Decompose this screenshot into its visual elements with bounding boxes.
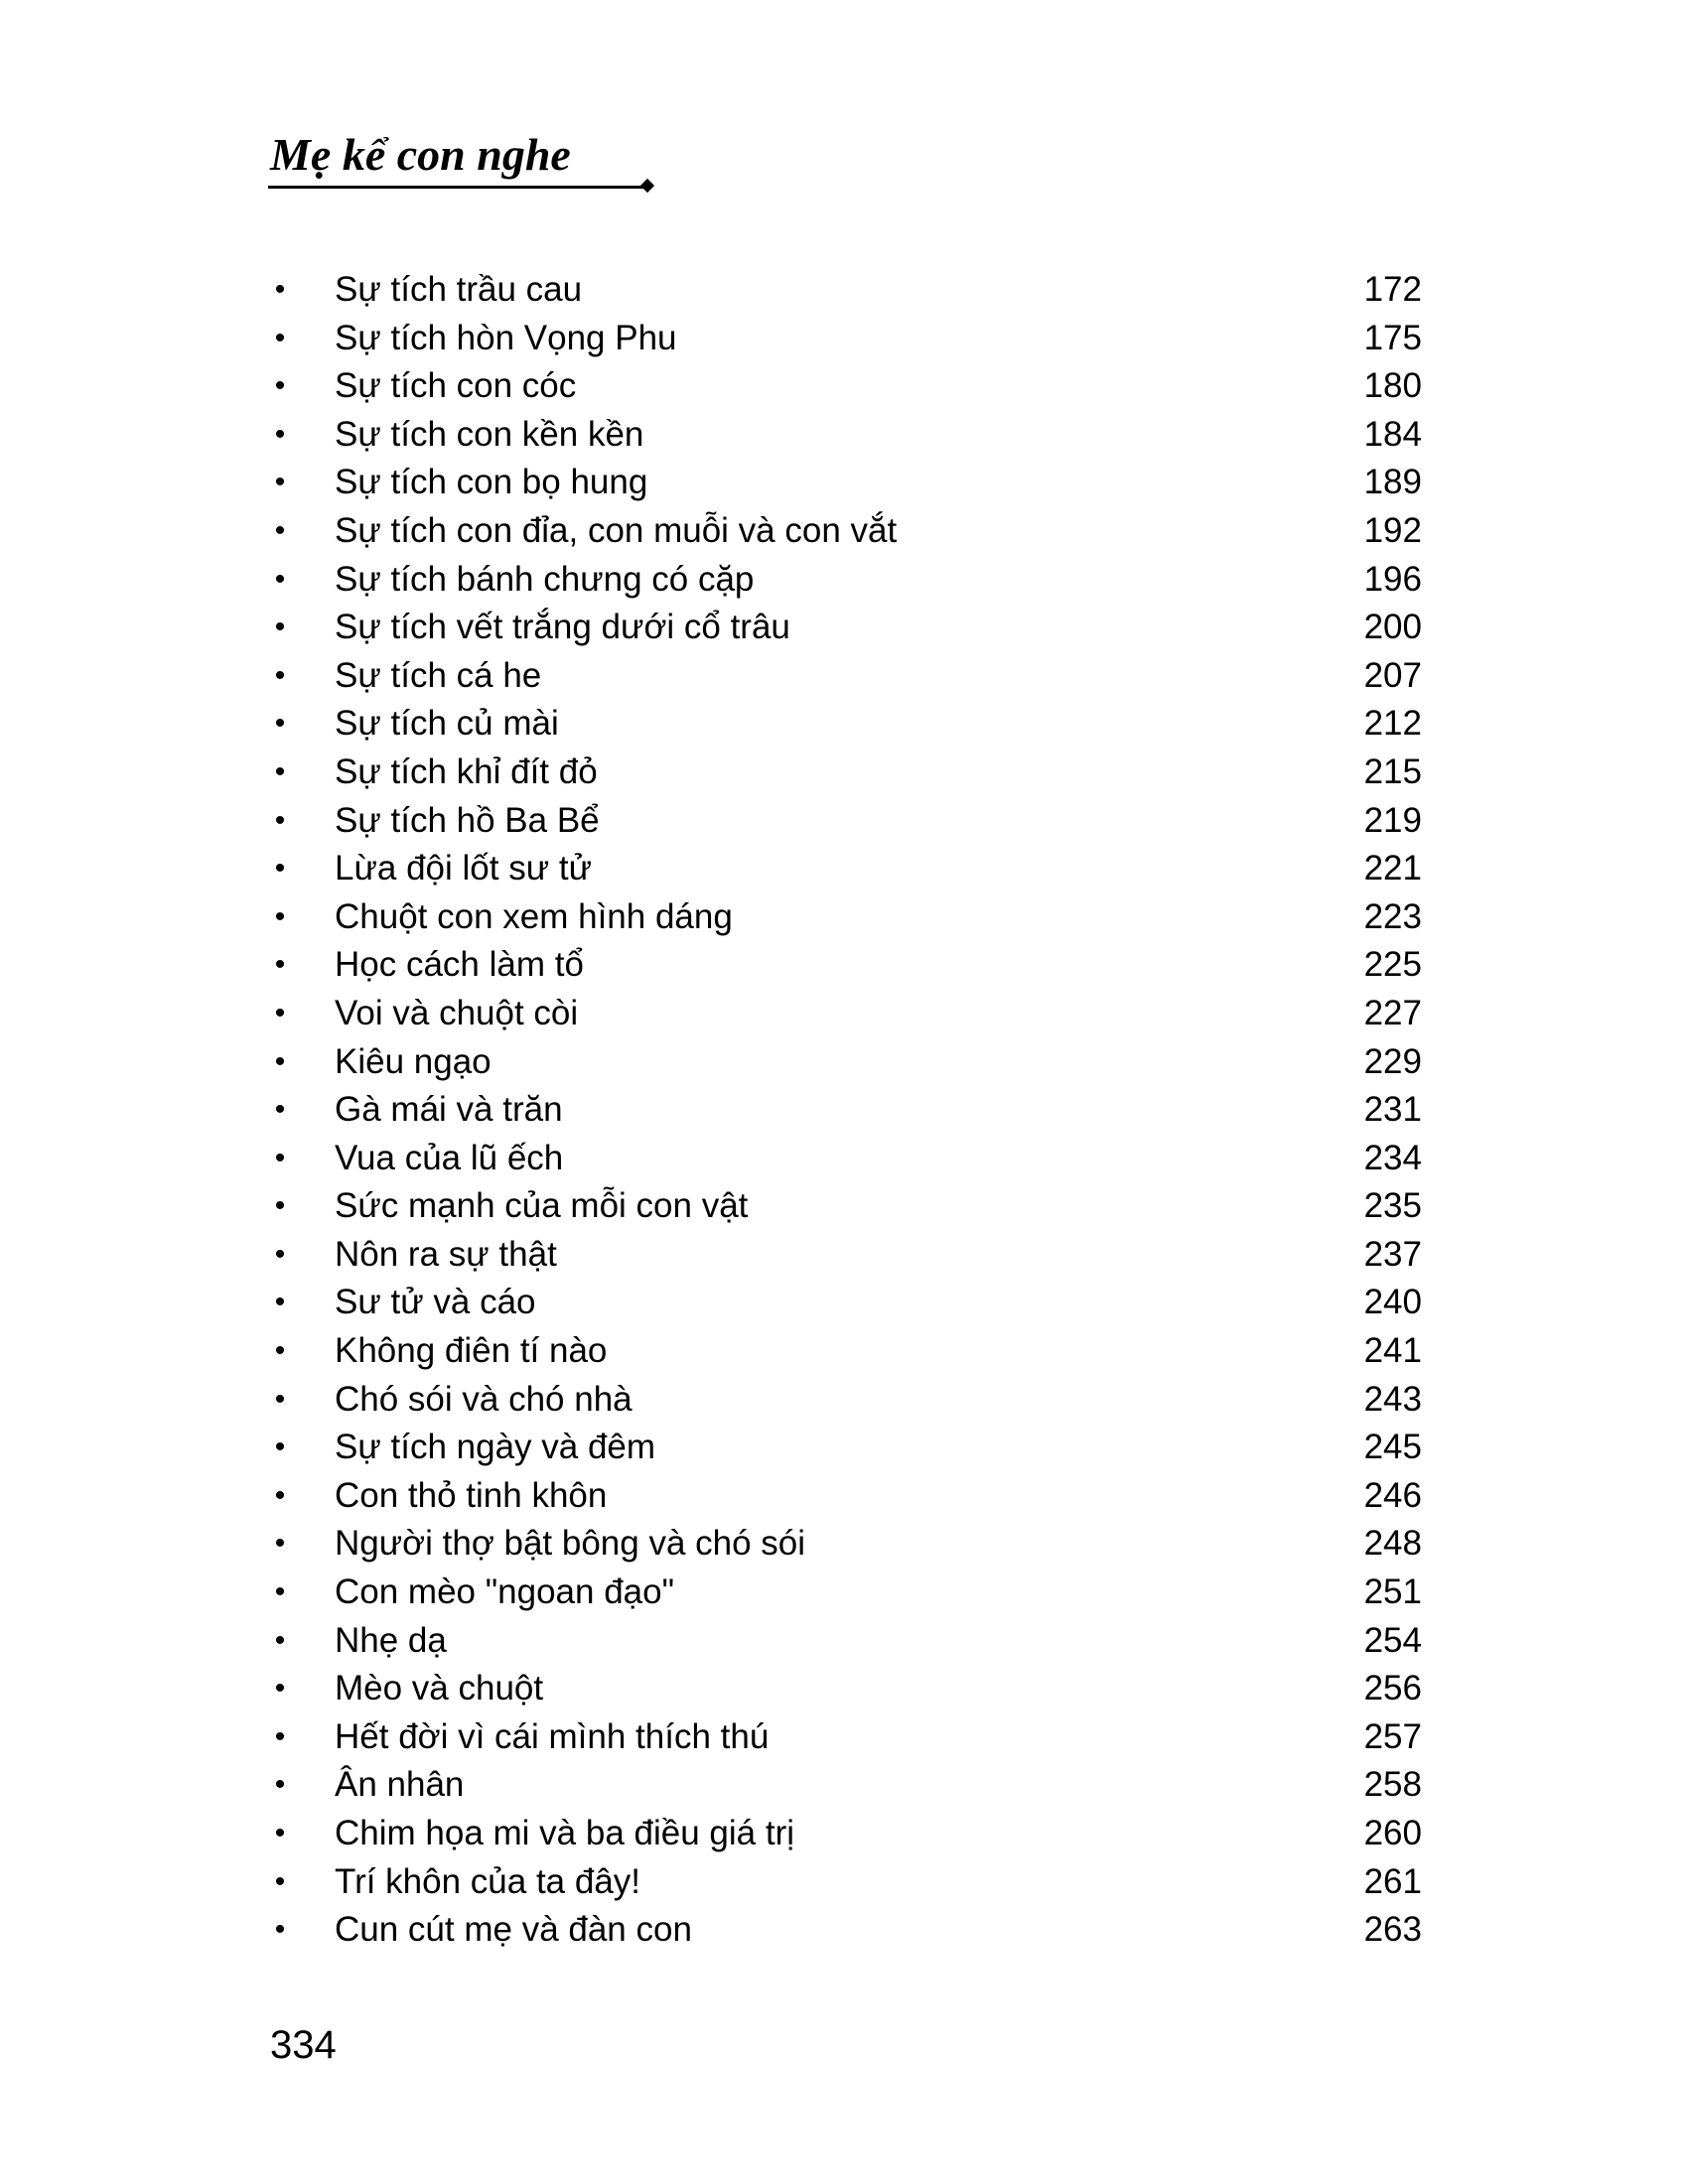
bullet-icon: • <box>274 852 286 886</box>
toc-entry-title: Con thỏ tinh khôn <box>335 1475 608 1515</box>
header-rule <box>268 186 647 189</box>
toc-entry <box>270 1761 1422 1810</box>
toc-entry-title: Hết đời vì cái mình thích thú <box>335 1716 770 1756</box>
toc-entry <box>270 1424 1422 1472</box>
toc-entry-page: 245 <box>1363 1428 1422 1467</box>
toc-entry-page: 215 <box>1363 751 1422 791</box>
toc-entry <box>270 845 1422 893</box>
bullet-icon: • <box>274 1864 286 1898</box>
toc-entry-title: Sự tích ngày và đêm <box>335 1428 656 1467</box>
bullet-icon: • <box>274 1382 286 1416</box>
toc-entry <box>270 362 1422 411</box>
toc-entry-title: Sự tích củ mài <box>335 704 559 744</box>
toc-entry-title: Vua của lũ ếch <box>335 1138 564 1177</box>
toc-entry <box>270 1086 1422 1135</box>
toc-entry-title: Sự tích hòn Vọng Phu <box>335 318 677 357</box>
toc-entry <box>270 266 1422 315</box>
toc-entry <box>270 459 1422 507</box>
toc-entry-page: 251 <box>1363 1572 1422 1612</box>
toc-entry-page: 263 <box>1363 1910 1422 1950</box>
toc-entry <box>270 411 1422 460</box>
toc-entry <box>270 1472 1422 1521</box>
toc-entry-title: Sự tích con đỉa, con muỗi và con vắt <box>335 510 898 550</box>
toc-entry-title: Nhẹ dạ <box>335 1620 447 1660</box>
bullet-icon: • <box>274 1334 286 1368</box>
running-header <box>268 127 655 197</box>
toc-entry-title: Người thợ bật bông và chó sói <box>335 1524 806 1564</box>
toc-entry-title: Mèo và chuột <box>335 1669 544 1708</box>
toc-entry <box>270 1858 1422 1907</box>
toc-entry-page: 243 <box>1363 1379 1422 1419</box>
bullet-icon: • <box>274 1527 286 1561</box>
toc-entry-title: Nôn ra sự thật <box>335 1234 557 1274</box>
bullet-icon: • <box>274 1817 286 1849</box>
toc-entry-page: 189 <box>1363 463 1422 502</box>
bullet-icon: • <box>274 1478 286 1512</box>
toc-entry-page: 219 <box>1363 800 1422 840</box>
bullet-icon: • <box>274 1093 286 1127</box>
bullet-icon: • <box>274 1719 286 1753</box>
bullet-icon: • <box>274 513 286 547</box>
toc-entry <box>270 700 1422 749</box>
toc-entry-title: Sự tích vết trắng dưới cổ trâu <box>335 608 790 647</box>
toc-entry <box>270 1231 1422 1280</box>
bullet-icon: • <box>274 1189 286 1223</box>
bullet-icon: • <box>274 803 286 837</box>
toc-entry <box>270 941 1422 990</box>
bullet-icon: • <box>274 1913 286 1947</box>
bullet-icon: • <box>274 1141 286 1174</box>
bullet-icon: • <box>274 1044 286 1078</box>
toc-entry-page: 234 <box>1363 1138 1422 1177</box>
toc-entry-page: 223 <box>1363 896 1422 936</box>
toc-entry <box>270 749 1422 797</box>
diamond-ornament-icon <box>640 179 654 193</box>
toc-entry-page: 229 <box>1363 1041 1422 1081</box>
toc-entry <box>270 893 1422 942</box>
bullet-icon: • <box>274 611 286 644</box>
toc-entry-page: 260 <box>1363 1814 1422 1852</box>
bullet-icon: • <box>274 996 286 1029</box>
toc-entry-title: Sự tích cá he <box>335 655 542 695</box>
toc-entry-title: Sự tích khỉ đít đỏ <box>335 751 598 791</box>
toc-entry-title: Gà mái và trăn <box>335 1090 563 1130</box>
toc-entry-title: Trí khôn của ta đây! <box>335 1861 641 1901</box>
bullet-icon: • <box>274 754 286 788</box>
toc-entry <box>270 1569 1422 1617</box>
toc-entry-title: Kiêu ngạo <box>335 1041 492 1081</box>
toc-entry <box>270 1135 1422 1183</box>
toc-entry-page: 231 <box>1363 1090 1422 1130</box>
toc-entry-title: Sự tích trầu cau <box>335 270 583 309</box>
toc-entry <box>270 1906 1422 1955</box>
bullet-icon: • <box>274 1237 286 1271</box>
toc-entry-page: 258 <box>1363 1765 1422 1805</box>
toc-entry <box>270 556 1422 605</box>
toc-entry-title: Sự tích con cóc <box>335 366 577 406</box>
table-of-contents <box>270 266 1422 1955</box>
toc-entry-title: Ân nhân <box>335 1765 465 1805</box>
toc-entry-title: Sự tích hồ Ba Bể <box>335 800 600 840</box>
toc-entry <box>270 1810 1422 1858</box>
toc-entry-title: Sự tích con bọ hung <box>335 463 648 502</box>
toc-entry <box>270 1279 1422 1327</box>
toc-entry <box>270 990 1422 1038</box>
toc-entry-title: Sư tử và cáo <box>335 1283 536 1322</box>
toc-entry-title: Học cách làm tổ <box>335 945 584 985</box>
toc-entry <box>270 652 1422 701</box>
toc-entry <box>270 797 1422 846</box>
toc-entry-title: Con mèo "ngoan đạo" <box>335 1572 675 1612</box>
toc-entry-page: 221 <box>1363 849 1422 888</box>
toc-entry-page: 240 <box>1363 1283 1422 1322</box>
toc-entry-page: 180 <box>1363 366 1422 406</box>
toc-entry <box>270 1327 1422 1376</box>
bullet-icon: • <box>274 369 286 403</box>
toc-entry <box>270 1520 1422 1569</box>
toc-entry-page: 235 <box>1363 1186 1422 1226</box>
bullet-icon: • <box>274 658 286 692</box>
bullet-icon: • <box>274 1672 286 1706</box>
toc-entry-page: 172 <box>1363 270 1422 309</box>
toc-entry <box>270 1182 1422 1231</box>
book-title: Mẹ kể con nghe <box>270 129 571 180</box>
bullet-icon: • <box>274 1768 286 1802</box>
toc-entry-page: 200 <box>1363 608 1422 647</box>
toc-entry <box>270 1665 1422 1713</box>
toc-entry-page: 241 <box>1363 1331 1422 1371</box>
bullet-icon: • <box>274 1431 286 1464</box>
toc-entry-title: Chó sói và chó nhà <box>335 1379 633 1419</box>
toc-entry-page: 212 <box>1363 704 1422 744</box>
bullet-icon: • <box>274 1575 286 1609</box>
bullet-icon: • <box>274 417 286 451</box>
toc-entry <box>270 315 1422 363</box>
toc-entry-page: 207 <box>1363 655 1422 695</box>
toc-entry-title: Sự tích con kền kền <box>335 414 644 454</box>
toc-entry-title: Không điên tí nào <box>335 1331 608 1371</box>
toc-entry-page: 225 <box>1363 945 1422 985</box>
toc-entry-title: Sức mạnh của mỗi con vật <box>335 1186 749 1226</box>
toc-entry <box>270 1617 1422 1666</box>
bullet-icon: • <box>274 562 286 596</box>
toc-entry-title: Chuột con xem hình dáng <box>335 896 733 936</box>
toc-entry-title: Sự tích bánh chưng có cặp <box>335 559 755 599</box>
page-number: 334 <box>270 2023 337 2067</box>
bullet-icon: • <box>274 273 286 306</box>
toc-entry-page: 192 <box>1363 510 1422 550</box>
bullet-icon: • <box>274 1623 286 1657</box>
toc-entry <box>270 604 1422 652</box>
toc-entry-title: Cun cút mẹ và đàn con <box>335 1910 692 1950</box>
toc-entry <box>270 1713 1422 1762</box>
toc-entry-page: 254 <box>1363 1620 1422 1660</box>
bullet-icon: • <box>274 948 286 982</box>
toc-entry-page: 248 <box>1363 1524 1422 1564</box>
toc-entry-page: 237 <box>1363 1234 1422 1274</box>
toc-entry <box>270 507 1422 556</box>
bullet-icon: • <box>274 466 286 499</box>
toc-entry-page: 184 <box>1363 414 1422 454</box>
toc-entry-page: 257 <box>1363 1716 1422 1756</box>
toc-entry-page: 246 <box>1363 1475 1422 1515</box>
toc-entry-page: 261 <box>1363 1861 1422 1901</box>
toc-entry-title: Chim họa mi và ba điều giá trị <box>335 1814 794 1852</box>
toc-entry-page: 256 <box>1363 1669 1422 1708</box>
toc-entry <box>270 1376 1422 1425</box>
toc-entry-page: 175 <box>1363 318 1422 357</box>
bullet-icon: • <box>274 707 286 741</box>
bullet-icon: • <box>274 1286 286 1319</box>
toc-entry-page: 196 <box>1363 559 1422 599</box>
toc-entry-title: Lừa đội lốt sư tử <box>335 849 593 888</box>
toc-entry-title: Voi và chuột còi <box>335 993 579 1032</box>
toc-entry-page: 227 <box>1363 993 1422 1032</box>
bullet-icon: • <box>274 899 286 933</box>
bullet-icon: • <box>274 321 286 354</box>
toc-entry <box>270 1038 1422 1087</box>
